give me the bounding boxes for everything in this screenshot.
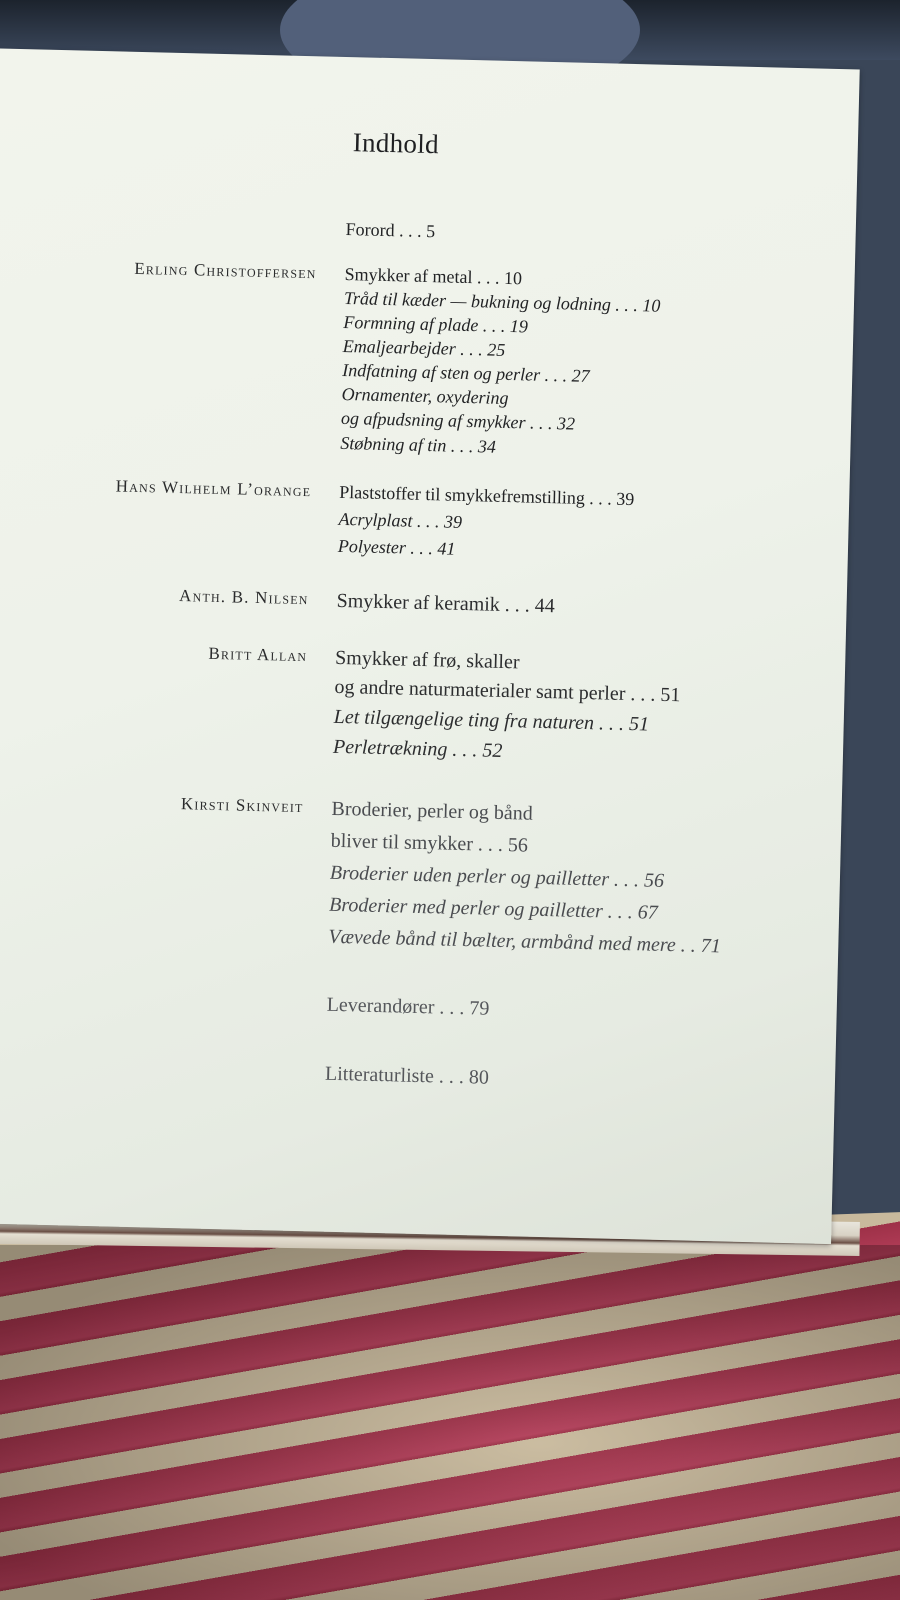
toc-line: Støbning af tin . . . 34 <box>340 432 497 457</box>
toc-line: Perletrækning . . . 52 <box>332 735 503 762</box>
toc-line: Leverandører . . . 79 <box>326 993 490 1020</box>
toc-line: Formning af plade . . . 19 <box>343 311 529 337</box>
toc-entry-foreword <box>0 210 856 261</box>
section-author: Kirsti Skinveit <box>180 794 304 817</box>
toc-line: Broderier med perler og pailletter . . . 67 <box>328 893 658 924</box>
toc-line: Plaststoffer til smykkefremstilling . . . 39 <box>339 481 635 510</box>
toc-line: Let tilgængelige ting fra naturen . . . 51 <box>333 705 650 736</box>
toc-line: Ornamenter, oxydering <box>341 383 509 409</box>
toc-section-3 <box>0 581 847 632</box>
toc-line: Smykker af metal . . . 10 <box>344 263 523 289</box>
toc-line: bliver til smykker . . . 56 <box>330 829 529 857</box>
toc-line: og afpudsning af smykker . . . 32 <box>340 407 576 434</box>
toc-line: Smykker af frø, skaller <box>334 646 520 674</box>
toc-line: Vævede bånd til bælter, armbånd med mere . . 71 <box>328 925 722 958</box>
book-page <box>0 48 860 1244</box>
toc-line: Broderier uden perler og pailletter . . . 56 <box>329 861 665 892</box>
section-author: Anth. B. Nilsen <box>178 586 309 609</box>
section-author: Erling Christoffersen <box>134 258 317 283</box>
section-author: Britt Allan <box>208 643 308 666</box>
toc-line: Acrylplast . . . 39 <box>338 508 463 532</box>
toc-line: Broderier, perler og bånd <box>331 797 534 825</box>
toc-line: Forord . . . 5 <box>345 218 436 242</box>
toc-line: og andre naturmaterialer samt perler . . . 51 <box>334 675 681 707</box>
toc-line: Litteraturliste . . . 80 <box>324 1062 490 1089</box>
toc-entry-literature <box>0 1054 835 1105</box>
shirt-shadow <box>0 1245 900 1600</box>
page-title: Indhold <box>352 127 440 160</box>
toc-line: Indfatning af sten og perler . . . 27 <box>341 359 590 386</box>
toc-line: Emaljearbejder . . . 25 <box>342 335 506 360</box>
toc-line: Smykker af keramik . . . 44 <box>336 589 556 618</box>
toc-line: Polyester . . . 41 <box>337 535 456 559</box>
section-author: Hans Wilhelm L’orange <box>115 476 312 501</box>
toc-line: Tråd til kæder — bukning og lodning . . . 10 <box>343 287 661 316</box>
toc-entry-suppliers <box>0 985 837 1036</box>
